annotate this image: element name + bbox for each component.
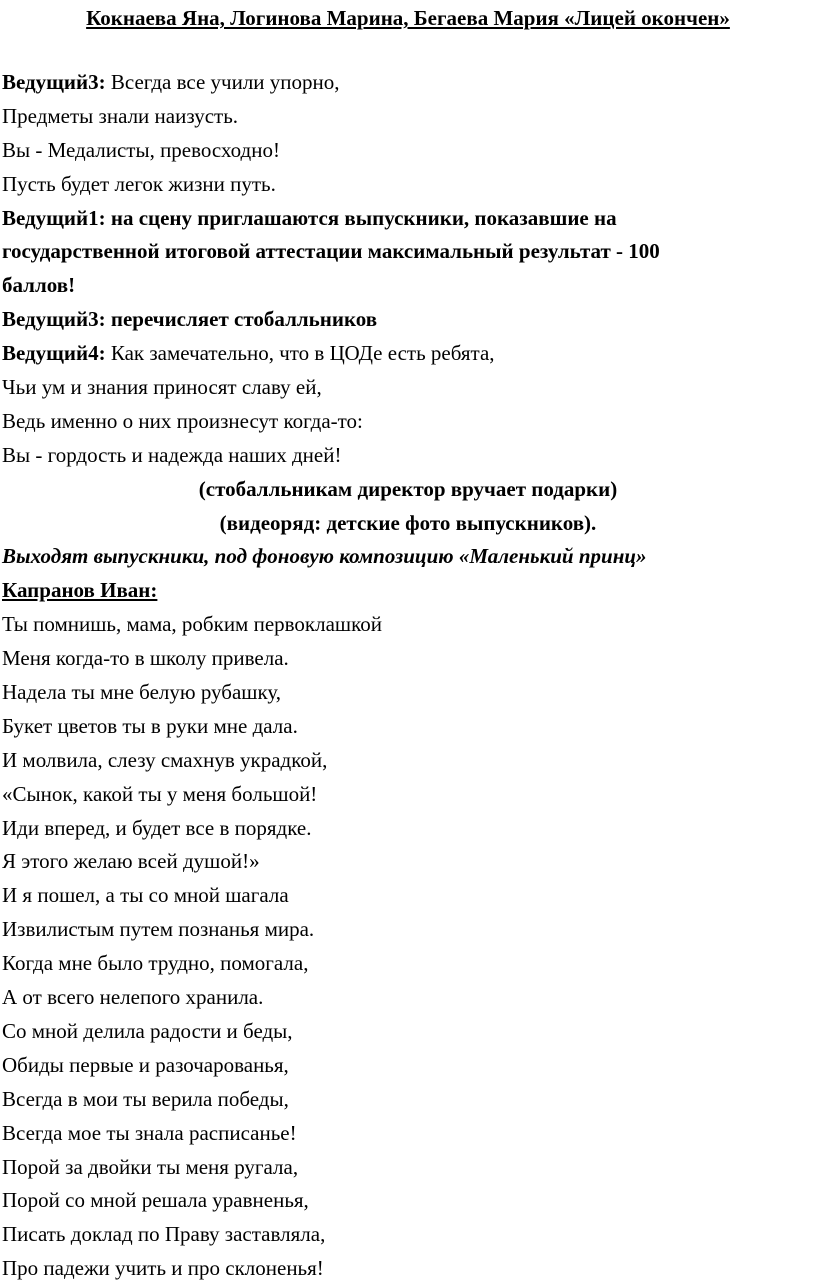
stage-direction-gifts: (стобалльникам директор вручает подарки): [198, 476, 618, 501]
poem-line: Со мной делила радости и беды,: [2, 1018, 293, 1043]
host4-verse-line-2: Чьи ум и знания приносят славу ей,: [2, 375, 322, 400]
host3-verse-line-3: Вы - Медалисты, превосходно!: [2, 137, 280, 162]
poem-line: Когда мне было трудно, помогала,: [2, 951, 309, 976]
host4-verse-line-1: [2, 337, 814, 371]
poem-line: «Сынок, какой ты у меня большой!: [2, 781, 318, 806]
host4-verse-line-3: Ведь именно о них произнесут когда-то:: [2, 408, 363, 433]
speaker-label: Ведущий3:: [2, 70, 106, 94]
poem-line: Всегда мое ты знала расписанье!: [2, 1120, 297, 1145]
poem-line: Про падежи учить и про склоненья!: [2, 1256, 324, 1281]
poem-line: Обиды первые и разочарованья,: [2, 1052, 289, 1077]
poem-line: Порой за двойки ты меня ругала,: [2, 1154, 299, 1179]
poem-line: Извилистым путем познанья мира.: [2, 917, 315, 942]
document-title: Кокнаева Яна, Логинова Марина, Бегаева Мария «Лицей окончен»: [86, 6, 730, 30]
host3-verse-line-1: [2, 66, 814, 100]
speaker-label: Ведущий4:: [2, 341, 106, 366]
poem-line: Надела ты мне белую рубашку,: [2, 680, 281, 705]
poem-line: Порой со мной решала уравненья,: [2, 1188, 309, 1213]
host1-line-3: баллов!: [2, 273, 76, 298]
poem-line: А от всего нелепого хранила.: [2, 985, 264, 1010]
document-body: [2, 66, 814, 1286]
host4-verse-line-4: Вы - гордость и надежда наших дней!: [2, 442, 342, 467]
stage-direction-video: (видеоряд: детские фото выпускников).: [219, 510, 597, 535]
stage-direction-graduates: Выходят выпускники, под фоновую композицию «Маленький принц»: [2, 544, 647, 569]
reciter-name: Капранов Иван:: [2, 578, 158, 603]
host1-line-1: Ведущий1: на сцену приглашаются выпускники, показавшие на: [2, 205, 617, 230]
verse-text: Всегда все учили упорно,: [105, 70, 340, 94]
poem-line: И молвила, слезу смахнув украдкой,: [2, 747, 328, 772]
poem-line: Я этого желаю всей душой!»: [2, 849, 260, 874]
poem-line: Иди вперед, и будет все в порядке.: [2, 815, 312, 840]
host3-announce-line: Ведущий3: перечисляет стобалльников: [2, 307, 378, 332]
poem-line: Всегда в мои ты верила победы,: [2, 1086, 289, 1111]
reciter-line: [2, 574, 814, 608]
host3-verse-line-4: Пусть будет легок жизни путь.: [2, 171, 276, 196]
poem-line: Букет цветов ты в руки мне дала.: [2, 713, 298, 738]
verse-text: Как замечательно, что в ЦОДе есть ребята,: [105, 341, 495, 366]
poem-line: Писать доклад по Праву заставляла,: [2, 1222, 326, 1247]
poem-line: Меня когда-то в школу привела.: [2, 646, 289, 671]
poem-line: И я пошел, а ты со мной шагала: [2, 883, 289, 908]
host3-verse-line-2: Предметы знали наизусть.: [2, 103, 239, 128]
host1-line-2: государственной итоговой аттестации максимальный результат - 100: [2, 239, 660, 264]
poem-line: Ты помнишь, мама, робким первоклашкой: [2, 612, 382, 637]
